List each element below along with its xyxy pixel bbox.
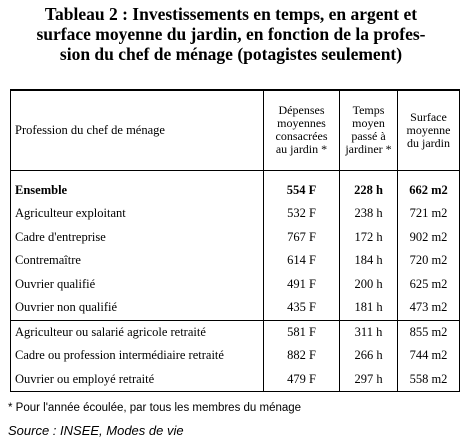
cell-temps: 181 h (340, 296, 398, 320)
table-row (11, 249, 460, 273)
cell-depenses: 532 F (264, 202, 340, 226)
cell-surface: 721 m2 (398, 202, 460, 226)
cell-temps: 200 h (340, 273, 398, 297)
header-surface-line: Surface (410, 109, 447, 124)
title-line-1: Tableau 2 : Investissements en temps, en argent et (44, 4, 418, 24)
row-label: Ouvrier ou employé retraité (11, 368, 264, 392)
data-table (10, 89, 460, 392)
table-row (11, 320, 460, 344)
table-row (11, 170, 460, 202)
header-surface-line: moyenne (406, 122, 451, 137)
cell-surface: 662 m2 (398, 170, 460, 202)
title-line-3: sion du chef de ménage (potagistes seulement) (59, 44, 403, 64)
cell-depenses: 435 F (264, 296, 340, 320)
cell-surface: 720 m2 (398, 249, 460, 273)
row-label: Agriculteur ou salarié agricole retraité (11, 320, 264, 344)
table-row (11, 202, 460, 226)
cell-surface: 744 m2 (398, 344, 460, 368)
table-row (11, 296, 460, 320)
row-label: Ouvrier qualifié (11, 273, 264, 297)
cell-temps: 266 h (340, 344, 398, 368)
table-row (11, 344, 460, 368)
header-surface (398, 90, 460, 170)
cell-surface: 473 m2 (398, 296, 460, 320)
cell-depenses: 491 F (264, 273, 340, 297)
cell-depenses: 882 F (264, 344, 340, 368)
row-label: Contremaître (11, 249, 264, 273)
cell-temps: 184 h (340, 249, 398, 273)
cell-surface: 855 m2 (398, 320, 460, 344)
header-depenses-line: consacrées (275, 129, 328, 144)
footnote: * Pour l'année écoulée, par tous les membres du ménage (8, 402, 302, 414)
row-label: Cadre d'entreprise (11, 226, 264, 250)
table-row (11, 273, 460, 297)
header-row (11, 90, 460, 170)
title-line-2: surface moyenne du jardin, en fonction de la profes- (36, 24, 426, 44)
cell-depenses: 554 F (264, 170, 340, 202)
source-line: Source : INSEE, Modes de vie (8, 423, 184, 438)
cell-temps: 228 h (340, 170, 398, 202)
header-depenses-line: Dépenses (278, 103, 325, 118)
header-depenses-line: moyennes (277, 116, 326, 131)
cell-temps: 311 h (340, 320, 398, 344)
cell-depenses: 614 F (264, 249, 340, 273)
cell-temps: 297 h (340, 368, 398, 392)
header-depenses (264, 90, 340, 170)
table-row (11, 368, 460, 392)
row-label: Ensemble (11, 170, 264, 202)
cell-temps: 172 h (340, 226, 398, 250)
row-label: Agriculteur exploitant (11, 202, 264, 226)
header-temps (340, 90, 398, 170)
cell-temps: 238 h (340, 202, 398, 226)
row-label: Cadre ou profession intermédiaire retraité (11, 344, 264, 368)
cell-surface: 902 m2 (398, 226, 460, 250)
header-depenses-line: au jardin * (275, 142, 328, 157)
header-temps-line: moyen (352, 116, 385, 131)
header-profession: Profession du chef de ménage (11, 90, 264, 170)
row-label: Ouvrier non qualifié (11, 296, 264, 320)
header-temps-line: passé à (351, 129, 386, 144)
cell-surface: 558 m2 (398, 368, 460, 392)
table-row (11, 226, 460, 250)
header-temps-line: Temps (352, 103, 385, 118)
cell-depenses: 767 F (264, 226, 340, 250)
header-surface-line: du jardin (407, 135, 450, 150)
cell-depenses: 581 F (264, 320, 340, 344)
cell-depenses: 479 F (264, 368, 340, 392)
cell-surface: 625 m2 (398, 273, 460, 297)
table-title (0, 4, 462, 64)
header-temps-line: jardiner * (345, 142, 392, 157)
